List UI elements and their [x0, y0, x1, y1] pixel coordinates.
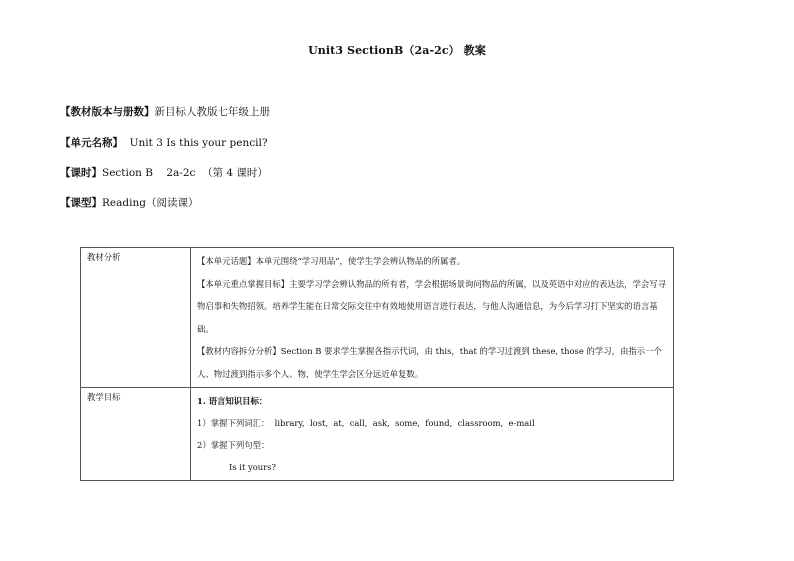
row-label-teaching-objectives: 教学目标	[81, 388, 191, 481]
objective-sentence-patterns: 2）掌握下列句型：	[197, 440, 270, 450]
meta-key: 教材版本与册数	[70, 106, 144, 118]
lesson-plan-table	[80, 247, 674, 481]
meta-key: 单元名称	[70, 137, 113, 149]
meta-textbook-edition: 【教材版本与册数】新目标人教版七年级上册	[60, 106, 270, 118]
objective-vocabulary: 1）掌握下列词汇： library, lost, at, call, ask, some, found, classroom, e-mail	[197, 418, 535, 428]
meta-unit-name: 【单元名称】 Unit 3 Is this your pencil?	[60, 137, 268, 149]
objective-sentence-example: Is it yours?	[229, 462, 276, 472]
meta-value: Reading（阅读课）	[102, 197, 199, 209]
objective-heading: 1. 语言知识目标：	[197, 396, 268, 406]
paragraph-unit-topic: 【本单元话题】本单元围绕“学习用品”，使学生学会辨认物品的所属者。	[197, 256, 466, 266]
table-row	[81, 248, 674, 388]
meta-value: 新目标人教版七年级上册	[154, 106, 270, 118]
page-title: Unit3 SectionB（2a-2c） 教案	[308, 44, 486, 57]
meta-key: 课时	[70, 167, 92, 179]
paragraph-content-analysis: 【教材内容拆分分析】Section B 要求学生掌握各指示代词，由 this，that 的学习过渡到 these, those 的学习，由指示一个人、物过渡到指示多个人、物，使学生学会区分远近单复数。	[197, 346, 662, 379]
meta-value: Unit 3 Is this your pencil?	[123, 137, 268, 149]
row-content-material-analysis	[191, 248, 674, 388]
row-content-teaching-objectives	[191, 388, 674, 481]
meta-value: Section B 2a-2c （第 4 课时）	[102, 167, 268, 179]
meta-lesson-type: 【课型】Reading（阅读课）	[60, 197, 199, 209]
table-row	[81, 388, 674, 481]
row-label-material-analysis: 教材分析	[81, 248, 191, 388]
meta-key: 课型	[70, 197, 92, 209]
paragraph-unit-goals: 【本单元重点掌握目标】主要学习学会辨认物品的所有者，学会根据场景询问物品的所属，以及英语中对应的表达法，学会写寻物启事和失物招领。培养学生能在日常交际交往中有效地使用语言进行表达，与他人沟通信息，为今后学习打下坚实的语言基础。	[197, 278, 666, 334]
meta-lesson-period: 【课时】Section B 2a-2c （第 4 课时）	[60, 167, 268, 179]
